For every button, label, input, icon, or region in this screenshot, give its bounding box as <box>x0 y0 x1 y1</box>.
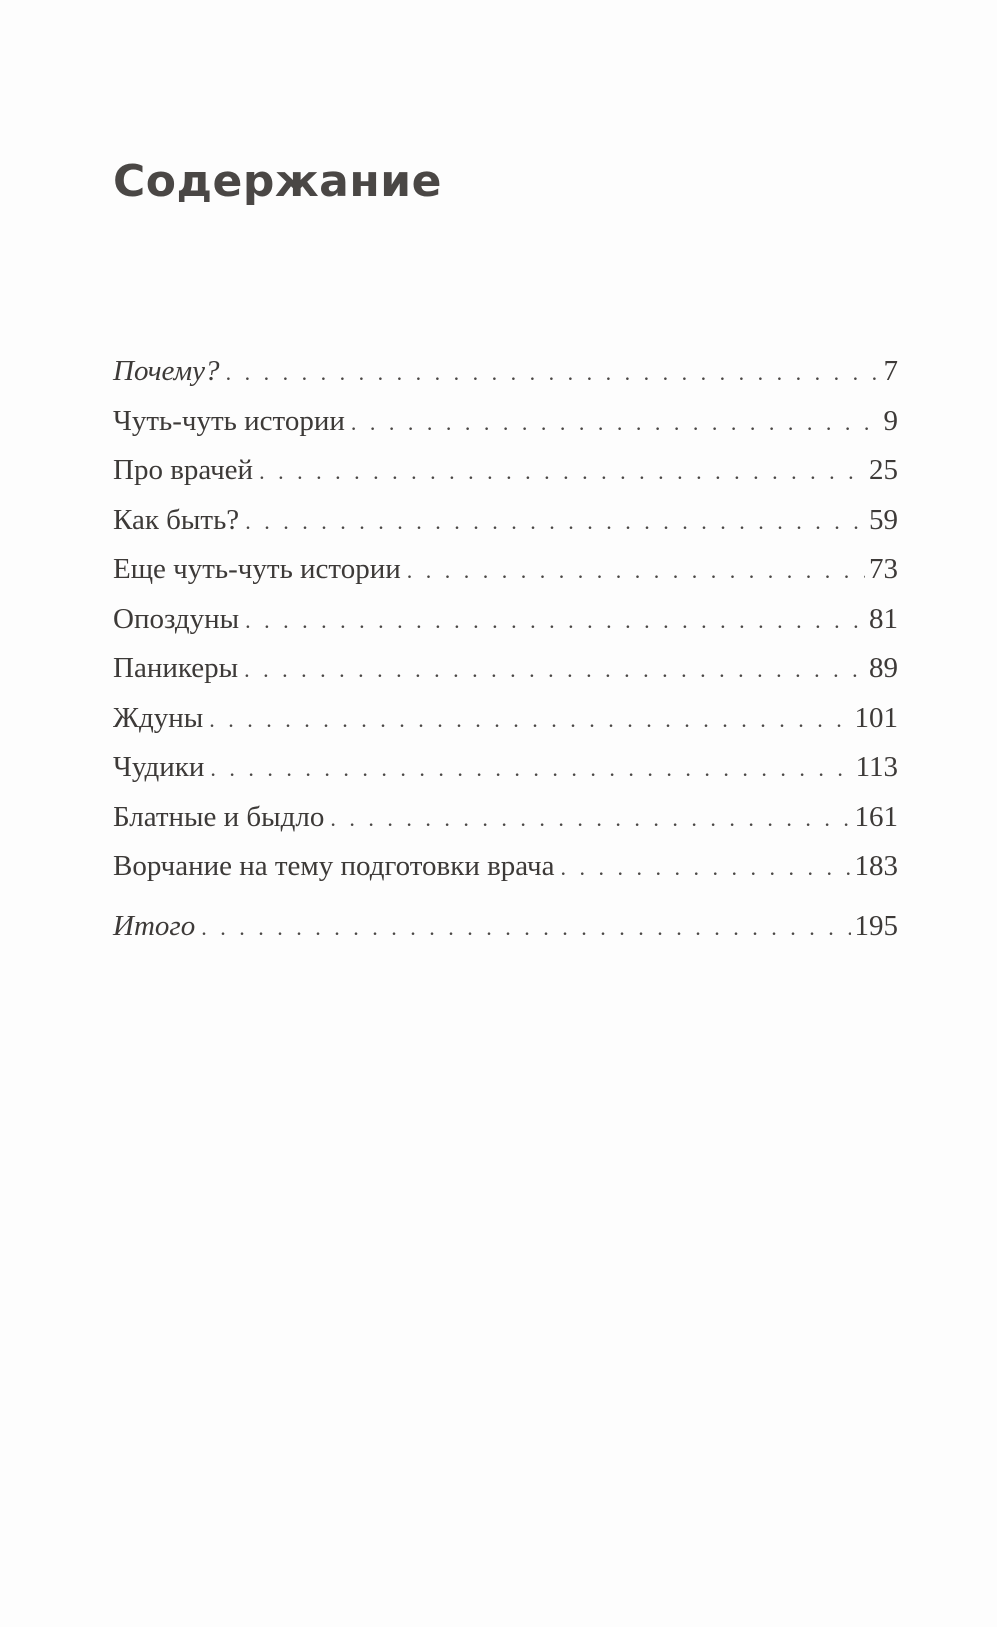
dot-leader <box>560 855 850 881</box>
toc-entry <box>113 603 898 653</box>
toc-entry <box>113 405 898 455</box>
toc-entry-page: 59 <box>869 503 898 536</box>
toc-entry-title: Паникеры <box>113 652 239 684</box>
toc-entry-page: 183 <box>854 850 898 882</box>
toc-entry-page: 25 <box>869 454 898 486</box>
toc-entry-page: 73 <box>869 553 898 585</box>
toc-entry <box>113 801 898 851</box>
toc-entry-page: 161 <box>854 800 898 833</box>
toc-entry <box>113 751 898 801</box>
toc-entry-title: Итого <box>113 909 196 942</box>
dot-leader <box>245 509 865 535</box>
dot-leader <box>201 915 850 941</box>
toc-entry-title: Ждуны <box>113 701 204 734</box>
toc-entry <box>113 702 898 752</box>
toc-entry <box>113 355 898 405</box>
dot-leader <box>226 360 880 386</box>
toc-entry-title: Ворчание на тему подготовки врача <box>113 850 555 882</box>
toc-entry-page: 113 <box>855 751 898 783</box>
toc-entry <box>113 454 898 504</box>
toc-entry-title: Опоздуны <box>113 602 240 635</box>
toc-entry-title: Блатные и быдло <box>113 800 325 833</box>
toc-entry-title: Еще чуть-чуть истории <box>113 553 401 585</box>
toc-entry-page: 89 <box>869 652 898 684</box>
dot-leader <box>210 756 851 782</box>
toc-entry-page: 9 <box>883 404 898 437</box>
dot-leader <box>245 608 865 634</box>
dot-leader <box>259 459 865 485</box>
toc-entry-page: 81 <box>869 602 898 635</box>
toc-entry-title: Как быть? <box>113 503 240 536</box>
dot-leader <box>407 558 865 584</box>
dot-leader <box>351 410 880 436</box>
toc-entry <box>113 652 898 702</box>
toc-entry-title: Про врачей <box>113 454 254 486</box>
table-of-contents <box>113 355 898 959</box>
toc-entry <box>113 850 898 900</box>
toc-entry-title: Чудики <box>113 751 205 783</box>
toc-entry-page: 195 <box>854 909 898 942</box>
toc-entry <box>113 504 898 554</box>
toc-entry-title: Почему? <box>113 355 220 387</box>
toc-entry <box>113 553 898 603</box>
page-title: Содержание <box>113 156 442 207</box>
toc-entry-page: 7 <box>883 355 898 387</box>
toc-entry-page: 101 <box>854 701 898 734</box>
dot-leader <box>244 657 865 683</box>
toc-entry-title: Чуть-чуть истории <box>113 404 345 437</box>
toc-entry <box>113 910 898 960</box>
dot-leader <box>330 806 850 832</box>
dot-leader <box>209 707 850 733</box>
